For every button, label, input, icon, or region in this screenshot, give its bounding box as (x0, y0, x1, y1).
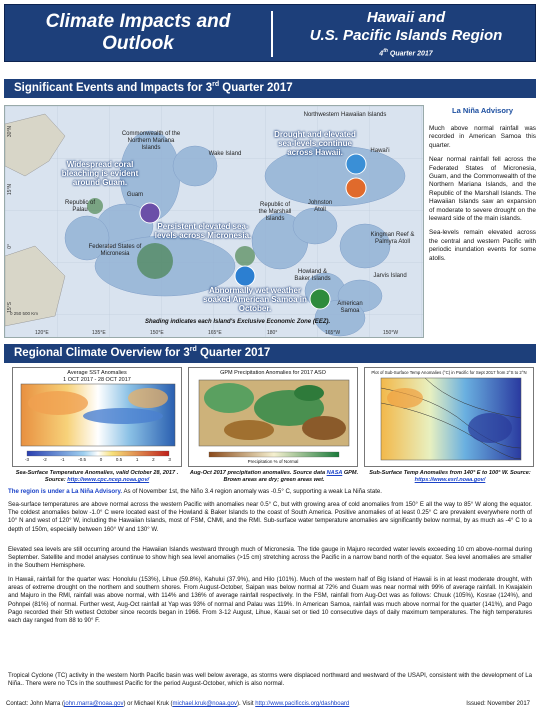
sidebar-summary (429, 106, 536, 269)
advisory-line: The region is under a La Niña Advisory. As of November 1st, the Niño 3.4 region anomaly was -0.5° C, supporting a weak La Niña state. (8, 488, 382, 495)
sidebar-paragraph: Near normal rainfall fell across the Federated States of Micronesia, Guam, and the Commonwealth of the Northern Mariana Islands, and the Republic of the Marshall Islands. The Hawaiian Islands saw an expansion of moderate to severe drought on the leeward side of the main islands. (429, 156, 536, 223)
label-hawaii: Hawai'i (370, 148, 390, 154)
gpm-title: GPM Precipitation Anomalies for 2017 ASO (220, 370, 326, 376)
label-rmi: Republic of the Marshall Islands (258, 202, 292, 222)
link-cpc[interactable]: http://www.cpc.ncep.noaa.gov/ (67, 477, 150, 483)
issued-date: Issued: November 2017 (466, 701, 530, 707)
map-scale: 0 250 500 Km (10, 311, 39, 316)
callout-drought: Drought and elevated sea-levels continue across Hawaii. (274, 130, 356, 157)
label-howland: Howland & Baker Islands (294, 269, 331, 282)
label-jarvis: Jarvis Island (373, 273, 407, 279)
paragraph-sst: Sea-surface temperatures are above normal across the western Pacific with anomalies near 0.5° C, but with growing area of cold anomalies from 150° E all the way to 85° W along the equator. The coldest anomalies below -1.0° C were located east of the Howland & Baker Islands to the coast of South America. Positive anomalies of at least 0.25° C are prevalent everywhere north of 10° N and west of 120° W, including the Hawaiian Islands, most of FSM, CNMI, and the RMI. Sub-surface water temperature anomalies are significantly below normal, by as much as -4° C to a depth of 150m, especially between 160° W and 130° W. (8, 501, 532, 533)
sst-colorbar-labels: -3 -2 -1 -0.5 0 0.5 1 2 3 (25, 457, 171, 462)
email-marra-link[interactable]: john.marra@noaa.gov (64, 701, 124, 707)
report-title: Climate Impacts and Outlook (45, 11, 231, 54)
lon-tick: 150°E (150, 330, 164, 336)
subsurface-title: Plot of Sub-Surface Temp Anomalies (°C) in Pacific for Sept 2017 from 2°S to 2°N (371, 370, 527, 375)
paragraph-rainfall: In Hawaii, rainfall for the quarter was: Honolulu (153%), Lihue (59.8%), Kahului (37.9%), and Hilo (101%). Much of the western half of Big Island of Hawaii is in at least moderate drought, with areas of extreme drought on the northern and southern shores. From August-October, Saipan was below normal at 72% and Guam was near normal with 99% of average rainfall. In Kwajalein and Majuro in the RMI, rainfall was above normal, with 114% and 136% of average rainfall respectively. In the FSM, rainfall from Aug-Oct was as follows: Chuuk (105%), Kosrae (124%), and Pohnpei (81%) of normal. Further west, Aug-Oct rainfall at Yap was 93% of normal and Palau was 119%. In American Samoa, rainfall was much above normal for the quarter (141%), and Pago Pago recorded their 5th wettest October since records began in 1966. From 3-12 August, Lihue, Kauai set or tied 10 consecutive days of daily maximum temperatures. The high temperatures each day ranged from 88 to 90° F. (8, 576, 532, 625)
label-fsm: Federated States of Micronesia (88, 244, 142, 257)
gpm-precip-map (188, 367, 358, 467)
label-cnmi: Commonwealth of the Northern Mariana Islands (121, 131, 181, 151)
footer: Contact: John Marra (john.marra@noaa.gov) or Michael Kruk (michael.kruk@noaa.gov). Visit http://www.pacificcis.org/dashboard Issued: November 2017 (6, 701, 530, 707)
label-nwhi: Northwestern Hawaiian Islands (303, 112, 387, 118)
lon-tick: 150°W (383, 330, 399, 336)
lon-tick: 120°E (35, 330, 49, 336)
lon-tick: 135°E (92, 330, 106, 336)
subsurface-temp-plot (364, 367, 534, 467)
dashboard-link[interactable]: http://www.pacificcis.org/dashboard (255, 701, 350, 707)
sst-anomaly-map (12, 367, 182, 467)
email-kruk-link[interactable]: michael.kruk@noaa.gov (172, 701, 237, 707)
caption-subsurface: Sub-Surface Temp Anomalies from 140° E to 100° W. Source: https://www.esrl.noaa.gov/ (369, 470, 531, 483)
caption-gpm: Aug-Oct 2017 precipitation anomalies. Source data NASA GPM. Brown areas are dry; green areas wet. (189, 470, 359, 483)
header-divider (271, 11, 273, 57)
section-heading-overview: Regional Climate Overview for 3rd Quarter 2017 (4, 344, 536, 363)
paragraph-sea-levels: Elevated sea levels are still occurring around the Hawaiian Islands westward through much of Micronesia. The tide gauge in Majuro recorded water levels exceeding 10 cm above-normal during September. Satellite and model analyses continue to show high sea level anomalies (>15 cm) stretching across the Pacific in a narrow band north of the equator. Sea level anomalies are smaller in the Southern Hemisphere. (8, 546, 532, 570)
label-samoa: American Samoa (337, 301, 363, 314)
lon-tick: 180° (267, 330, 278, 336)
lon-tick: 165°E (208, 330, 222, 336)
caption-sst: Sea-Surface Temperature Anomalies, valid October 28, 2017 . Source: http://www.cpc.ncep.noaa.gov/ (15, 470, 179, 483)
paragraph-tropical-cyclone: Tropical Cyclone (TC) activity in the western North Pacific basin was well below average, as storms were displaced northward and westward of the USAPI, consistent with the development of La Niña.. There were no TCs in the southwest Pacific for the period August-October, which is also normal. (8, 672, 532, 688)
lat-tick: 0° (7, 244, 13, 249)
section-heading-events: Significant Events and Impacts for 3rd Quarter 2017 (4, 79, 536, 98)
callout-coral-bleaching: Widespread coral bleaching is evident around Guam. (61, 160, 139, 187)
label-guam: Guam (126, 192, 144, 198)
label-kingman: Kingman Reef & Palmyra Atoll (370, 232, 415, 245)
sst-title: Average SST Anomalies (67, 370, 127, 376)
quarter-label: 4th Quarter 2017 (379, 48, 433, 58)
label-palau: Republic of Palau (64, 200, 96, 213)
callout-sea-levels: Persistent elevated sea-levels across Micronesia. (154, 222, 252, 240)
impacts-map (4, 105, 424, 338)
link-nasa[interactable]: NASA (326, 470, 343, 476)
sidebar-paragraph: Much above normal rainfall was recorded in American Samoa this quarter. (429, 125, 536, 149)
lat-tick: 15°N (7, 184, 13, 196)
gpm-graphic (189, 368, 358, 467)
label-wake: Wake Island (208, 151, 242, 157)
callout-wet-weather: Abnormally wet weather soaked American Samoa in October. (203, 286, 307, 313)
header-banner (4, 4, 536, 62)
lat-tick: 15°S (7, 302, 13, 313)
sidebar-paragraph: Sea-levels remain elevated across the central and western Pacific with periodic inundation events for some atolls. (429, 229, 536, 262)
label-johnston: Johnston Atoll (307, 200, 333, 213)
map-footnote: Shading indicates each Island's Exclusive Economic Zone (EEZ). (145, 319, 331, 325)
region-title: Hawaii and U.S. Pacific Islands Region (309, 9, 503, 44)
lon-tick: 165°W (325, 330, 341, 336)
sidebar-title: La Niña Advisory (452, 106, 513, 115)
sst-subtitle: 1 OCT 2017 - 28 OCT 2017 (63, 376, 131, 383)
lat-tick: 30°N (7, 126, 13, 138)
sst-graphic (13, 368, 182, 467)
gpm-colorbar-label: Precipitation % of Normal (247, 459, 299, 464)
link-esrl[interactable]: https://www.esrl.noaa.gov/ (414, 477, 486, 483)
subsurface-graphic (365, 368, 534, 467)
